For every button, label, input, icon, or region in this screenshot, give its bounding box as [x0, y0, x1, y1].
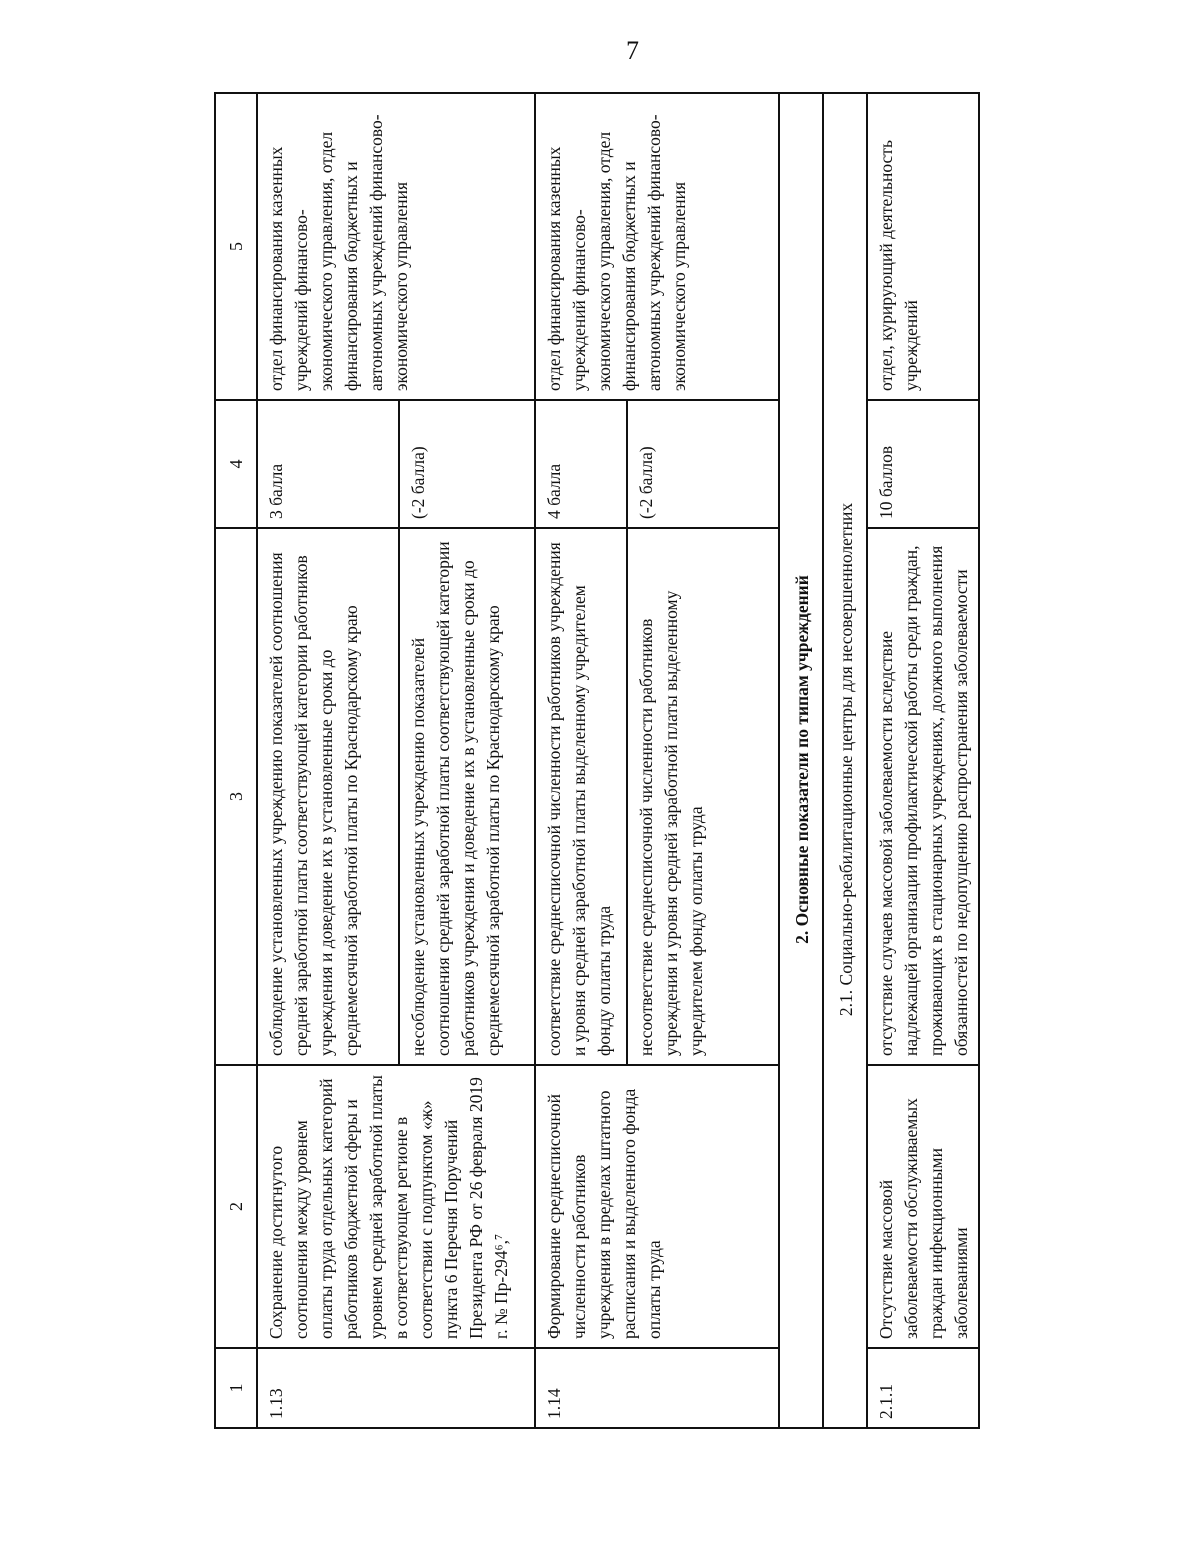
score-value: 4 балла: [535, 400, 627, 528]
header-row: [215, 93, 257, 1428]
header-col-5: 5: [215, 93, 257, 400]
score-value: 3 балла: [257, 400, 399, 528]
score-value: (-2 балла): [399, 400, 535, 528]
table-row: [257, 93, 399, 1428]
criteria-table: [214, 92, 980, 1429]
section-heading: 2. Основные показатели по типам учреждений: [779, 93, 823, 1428]
header-col-1: 1: [215, 1348, 257, 1428]
header-col-3: 3: [215, 528, 257, 1065]
indicator-name: Отсутствие массовой заболеваемости обслуживаемых граждан инфекционными заболеваниями: [867, 1065, 979, 1348]
responsible-unit: отдел финансирования казенных учреждений финансово-экономического управления, отдел финансирования бюджетных и автономных учреждений финансово-экономического управления: [535, 93, 779, 400]
responsible-unit: отдел финансирования казенных учреждений финансово-экономического управления, отдел финансирования бюджетных и автономных учреждений финансово-экономического управления: [257, 93, 535, 400]
row-number: 2.1.1: [867, 1348, 979, 1428]
condition-text: соблюдение установленных учреждению показателей соотношения средней заработной платы соответствующей категории работников учреждения и доведение их в установленные сроки до среднемесячной заработной платы по Краснодарскому краю: [257, 528, 399, 1065]
row-number: 1.13: [257, 1348, 535, 1428]
table-row: [867, 93, 979, 1428]
subsection-row: [823, 93, 867, 1428]
row-number: 1.14: [535, 1348, 779, 1428]
rotated-table-container: [214, 94, 971, 1429]
indicator-name: Формирование среднесписочной численности работников учреждения в пределах штатного расписания и выделенного фонда оплаты труда: [535, 1065, 779, 1348]
section-row: [779, 93, 823, 1428]
score-value: 10 баллов: [867, 400, 979, 528]
table-row: [535, 93, 627, 1428]
responsible-unit: отдел, курирующий деятельность учреждений: [867, 93, 979, 400]
page-number: 7: [626, 36, 639, 65]
header-col-2: 2: [215, 1065, 257, 1348]
header-col-4: 4: [215, 400, 257, 528]
subsection-heading: 2.1. Социально-реабилитационные центры для несовершеннолетних: [823, 93, 867, 1428]
indicator-name: Сохранение достигнутого соотношения между уровнем оплаты труда отдельных категорий работников бюджетной сферы и уровнем средней заработной платы в соответствующем регионе в соответствии с подпунктом «ж» пункта 6 Перечня Поручений Президента РФ от 26 февраля 2019 г. № Пр-294⁶,⁷: [257, 1065, 535, 1348]
condition-text: отсутствие случаев массовой заболеваемости вследствие надлежащей организации профилактической работы среди граждан, проживающих в стационарных учреждениях, должного выполнения обязанностей по недопущению распространения заболеваемости: [867, 528, 979, 1065]
score-value: (-2 балла): [627, 400, 779, 528]
condition-text: несоответствие среднесписочной численности работников учреждения и уровня средней заработной платы выделенному учредителем фонду оплаты труда: [627, 528, 779, 1065]
condition-text: соответствие среднесписочной численности работников учреждения и уровня средней заработной платы выделенному учредителем фонду оплаты труда: [535, 528, 627, 1065]
condition-text: несоблюдение установленных учреждению показателей соотношения средней заработной платы соответствующей категории работников учреждения и доведение их в установленные сроки до среднемесячной заработной платы по Краснодарскому краю: [399, 528, 535, 1065]
